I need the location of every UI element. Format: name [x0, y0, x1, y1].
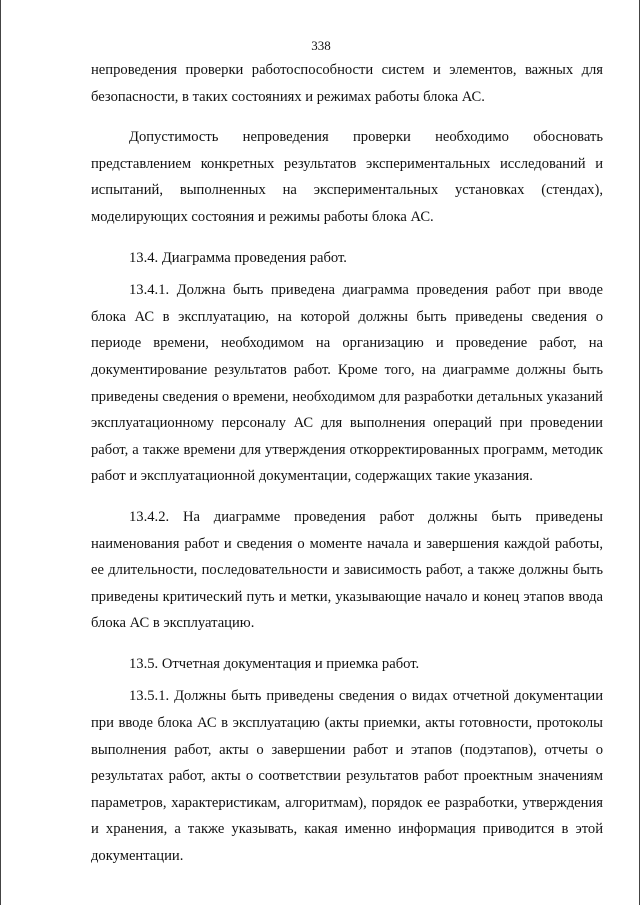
paragraph-continuation: непроведения проверки работоспособности систем и элементов, важных для безопасности, в таких состояниях и режимах работы блока АС. [91, 62, 603, 105]
section-heading-13-4: 13.4. Диаграмма проведения работ. [129, 249, 347, 266]
paragraph-13-5-1: 13.5.1. Должны быть приведены сведения о видах отчетной документации при вводе блока АС в эксплуатацию (акты приемки, акты готовности, протоколы выполнения работ, акты о завершении работ и этапов (подэтапов), отчеты о результатах работ, акты о соответствии результатов работ проектным значениям параметров, характеристикам, алгоритмам), порядок ее разработки, утверждения и хранения, а также указывать, какая именно информация приводится в этой документации. [91, 688, 603, 865]
document-body [91, 57, 603, 884]
paragraph-13-4-2: 13.4.2. На диаграмме проведения работ должны быть приведены наименования работ и сведения о моменте начала и завершения каждой работы, ее длительности, последовательности и зависимость работ, а также должны быть приведены критический путь и метки, указывающие начало и конец этапов ввода блока АС в эксплуатацию. [91, 508, 603, 632]
page-number: 338 [311, 38, 331, 53]
paragraph-13-4-1: 13.4.1. Должна быть приведена диаграмма проведения работ при вводе блока АС в эксплуатацию, на которой должны быть приведены сведения о периоде времени, необходимом на организацию и проведение работ, на документирование результатов работ. Кроме того, на диаграмме должны быть приведены сведения о времени, необходимом для разработки детальных указаний эксплуатационному персоналу АС для выполнения операций при проведении работ, а также времени для утверждения откорректированных программ, методик работ и эксплуатационной документации, содержащих такие указания. [91, 282, 603, 485]
section-heading-13-5: 13.5. Отчетная документация и приемка работ. [129, 655, 420, 672]
paragraph-justification: Допустимость непроведения проверки необходимо обосновать представлением конкретных результатов экспериментальных исследований и испытаний, выполненных на экспериментальных установках (стендах), моделирующих состояния и режимы работы блока АС. [91, 129, 603, 225]
